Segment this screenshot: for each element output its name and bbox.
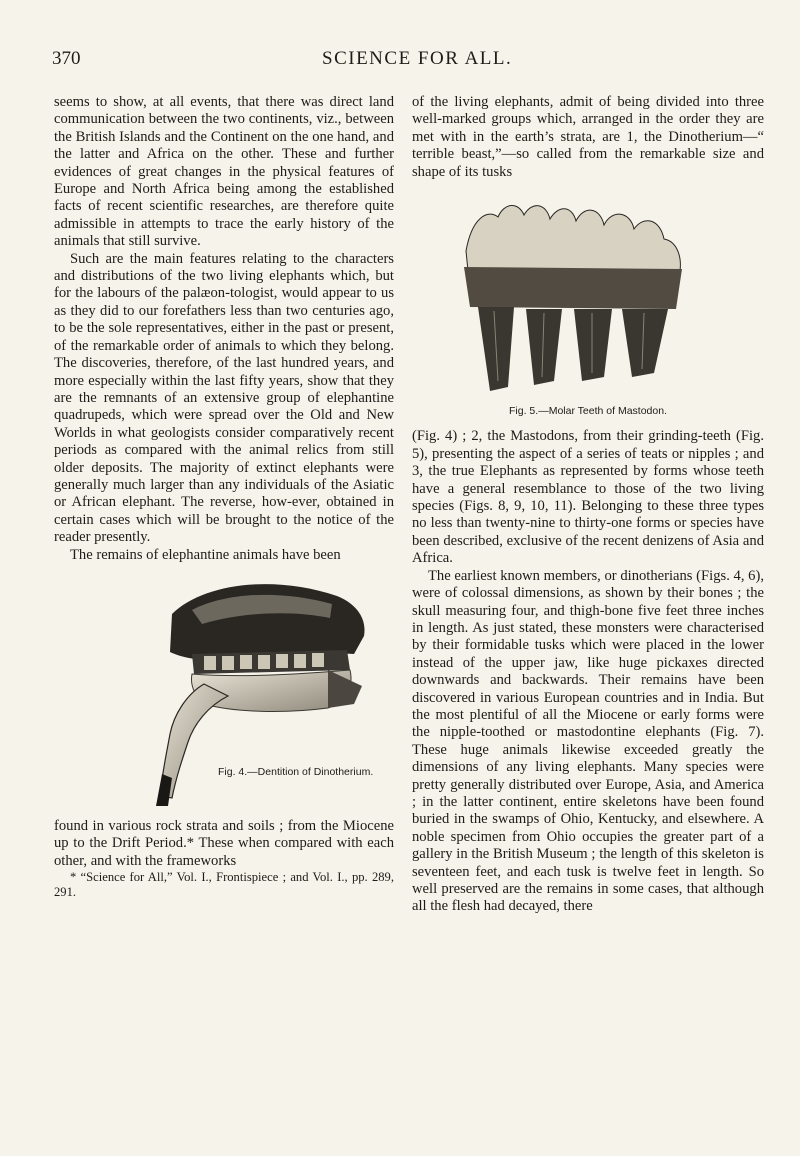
running-title: SCIENCE FOR ALL. xyxy=(322,48,513,69)
footnote: * “Science for All,” Vol. I., Frontispiece ; and Vol. I., pp. 289, 291. xyxy=(54,870,394,900)
figure-caption: Fig. 5.—Molar Teeth of Mastodon. xyxy=(509,405,667,418)
left-column xyxy=(54,94,394,900)
mastodon-molar-illustration xyxy=(454,191,694,399)
paragraph: seems to show, at all events, that there was direct land communication between the two continents, viz., between the British Islands and the Continent on the one hand, and the latter and Africa on the other. These and further evidences of great changes in the physical features of Europe and North Africa being among the established facts of recent scientific researches, are therefore quite admissible in attempts to trace the early history of the animals that still survive. xyxy=(54,94,394,250)
paragraph: Such are the main features relating to the characters and distributions of the two living elephants which, but for the labours of the palæon-tologist, would appear to us as they did to our forefathers less than two centuries ago, to be the sole representatives, either in the past or present, of the remarkable order of animals to which they belong. The discoveries, therefore, of the last hundred years, and more especially within the last fifty years, show that they are the remnants of an extensive group of elephantine quadrupeds, which were spread over the Old and New Worlds in what geologists consider comparatively recent periods as compared with the animal relics from still older deposits. The majority of extinct elephants were generally much larger than any individuals of the Asiatic or African elephant. The reverse, how-ever, obtained in certain cases which will be brought to the notice of the reader presently. xyxy=(54,250,394,546)
page-header xyxy=(52,48,764,72)
paragraph: The remains of elephantine animals have been xyxy=(70,546,341,563)
paragraph: found in various rock strata and soils ; from the Miocene up to the Drift Period.* These when compared with each other, and with the frameworks xyxy=(54,817,394,869)
paragraph: (Fig. 4) ; 2, the Mastodons, from their grinding-teeth (Fig. 5), presenting the aspect of a series of teats or nipples ; and 3, the true Elephants as represented by forms whose teeth have a general resemblance to those of the two living species (Figs. 8, 9, 10, 11). Belonging to these three types no less than twenty-nine to thirty-one forms or species have been described, exclusive of the recent denizens of Asia and Africa. xyxy=(412,428,764,567)
figure-caption: Fig. 4.—Dentition of Dinotherium. xyxy=(218,765,374,778)
figure-mastodon-molars xyxy=(454,191,694,399)
figure-dinotherium-dentition xyxy=(132,574,392,810)
paragraph: of the living elephants, admit of being divided into three well-marked groups which, arranged in the order they are met with in the earth’s strata, are 1, the Dinotherium—“ terrible beast,”—so called from the remarkable size and shape of its tusks xyxy=(412,94,764,180)
page-number: 370 xyxy=(52,48,81,69)
right-column xyxy=(412,94,764,916)
paragraph: The earliest known members, or dinotherians (Figs. 4, 6), were of colossal dimensions, as shown by their bones ; the skull measuring four, and thigh-bone five feet three inches in length. As just stated, these monsters were characterised by their formidable tusks which were placed in the lower instead of the upper jaw, like huge pickaxes directed downwards and backwards. Their remains have been discovered in various European countries and in India. But the most plentiful of all the Miocene or early forms were the nipple-toothed or mastodontine elephants (Fig. 7). These huge animals likewise exceeded greatly the dimensions of any living elephants. Many species were pretty generally distributed over Europe, Asia, and America ; in the latter continent, entire skeletons have been found buried in the swamps of Ohio, Kentucky, and elsewhere. A noble specimen from Ohio occupies the greater part of a gallery in the British Museum ; the length of this skeleton is seventeen feet, and each tusk is twelve feet in length. So well preserved are the remains in some cases, that although all the flesh had decayed, there xyxy=(412,567,764,915)
